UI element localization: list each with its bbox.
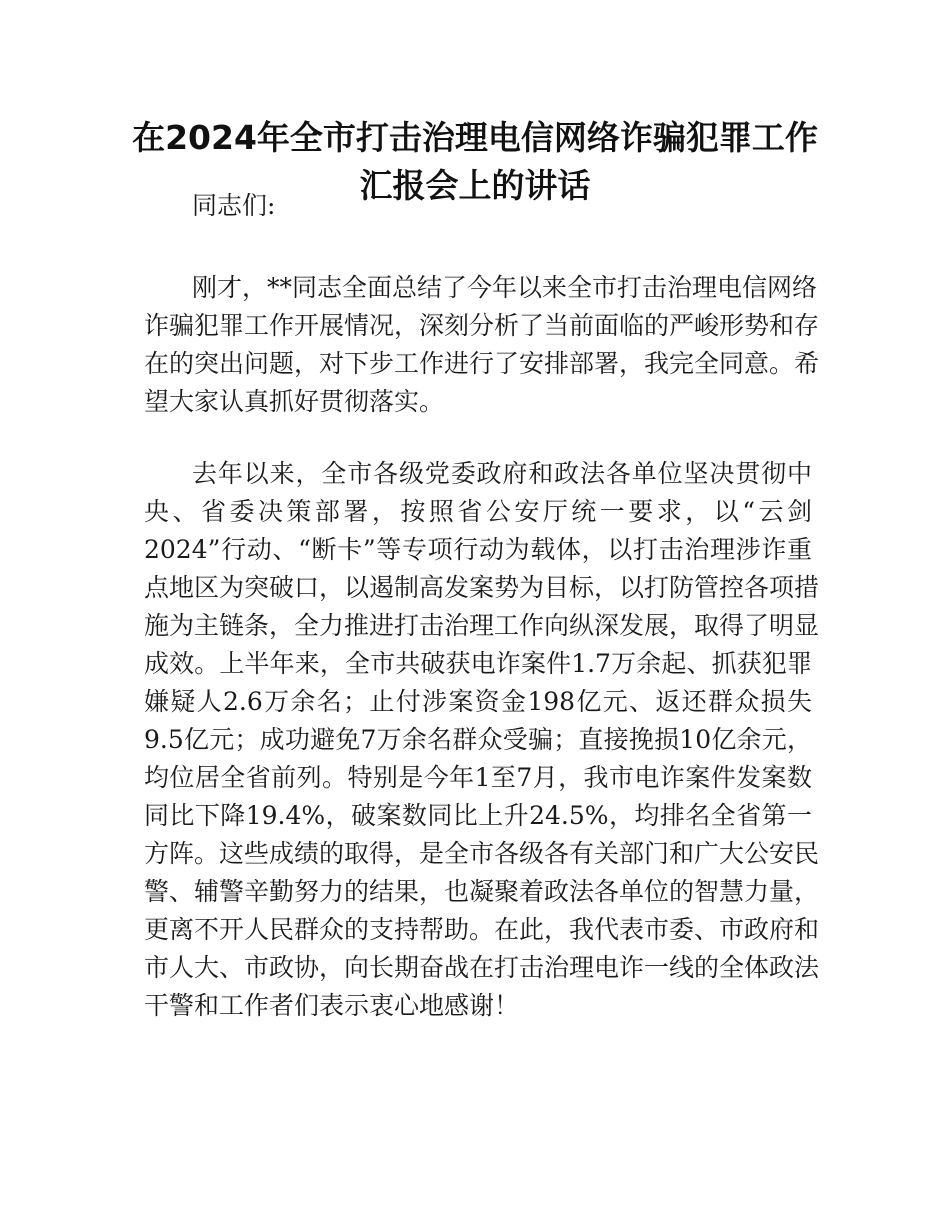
paragraph-2-line-7: 嫌疑人2.6万余名；止付涉案资金198亿元、返还群众损失 <box>144 687 812 716</box>
paragraph-2-line-2: 央、省委决策部署，按照省公安厅统一要求，以“云剑 <box>144 497 812 526</box>
paragraph-2-line-13: 更离不开人民群众的支持帮助。在此，我代表市委、市政府和 <box>144 915 820 944</box>
paragraph-2-line-1: 去年以来，全市各级党委政府和政法各单位坚决贯彻中 <box>192 459 812 488</box>
paragraph-1-line-4: 望大家认真抓好贯彻落实。 <box>144 387 445 416</box>
document-title-line-1: 在2024年全市打击治理电信网络诈骗犯罪工作 <box>132 118 818 157</box>
paragraph-1-line-3: 在的突出问题，对下步工作进行了安排部署，我完全同意。希 <box>144 349 820 378</box>
paragraph-2-line-5: 施为主链条，全力推进打击治理工作向纵深发展，取得了明显 <box>144 611 820 640</box>
paragraph-2-line-12: 警、辅警辛勤努力的结果，也凝聚着政法各单位的智慧力量， <box>144 877 820 906</box>
paragraph-2-line-6: 成效。上半年来，全市共破获电诈案件1.7万余起、抓获犯罪 <box>144 649 812 678</box>
paragraph-2-line-11: 方阵。这些成绩的取得，是全市各级各有关部门和广大公安民 <box>144 839 820 868</box>
salutation: 同志们: <box>192 191 276 220</box>
paragraph-2-line-14: 市人大、市政协，向长期奋战在打击治理电诈一线的全体政法 <box>144 953 820 982</box>
paragraph-1-line-1: 刚才，**同志全面总结了今年以来全市打击治理电信网络 <box>192 273 818 302</box>
paragraph-2-line-9: 均位居全省前列。特别是今年1至7月，我市电诈案件发案数 <box>144 763 812 792</box>
paragraph-2-line-4: 点地区为突破口，以遏制高发案势为目标，以打防管控各项措 <box>144 573 820 602</box>
paragraph-2-line-3: 2024”行动、“断卡”等专项行动为载体，以打击治理涉诈重 <box>144 535 812 564</box>
paragraph-2-line-15: 干警和工作者们表示衷心地感谢！ <box>144 991 520 1020</box>
paragraph-2-line-8: 9.5亿元；成功避免7万余名群众受骗；直接挽损10亿余元， <box>144 725 812 754</box>
paragraph-2-line-10: 同比下降19.4%，破案数同比上升24.5%，均排名全省第一 <box>144 801 812 830</box>
paragraph-1-line-2: 诈骗犯罪工作开展情况，深刻分析了当前面临的严峻形势和存 <box>144 311 820 340</box>
document-title-line-2: 汇报会上的讲话 <box>359 166 591 205</box>
